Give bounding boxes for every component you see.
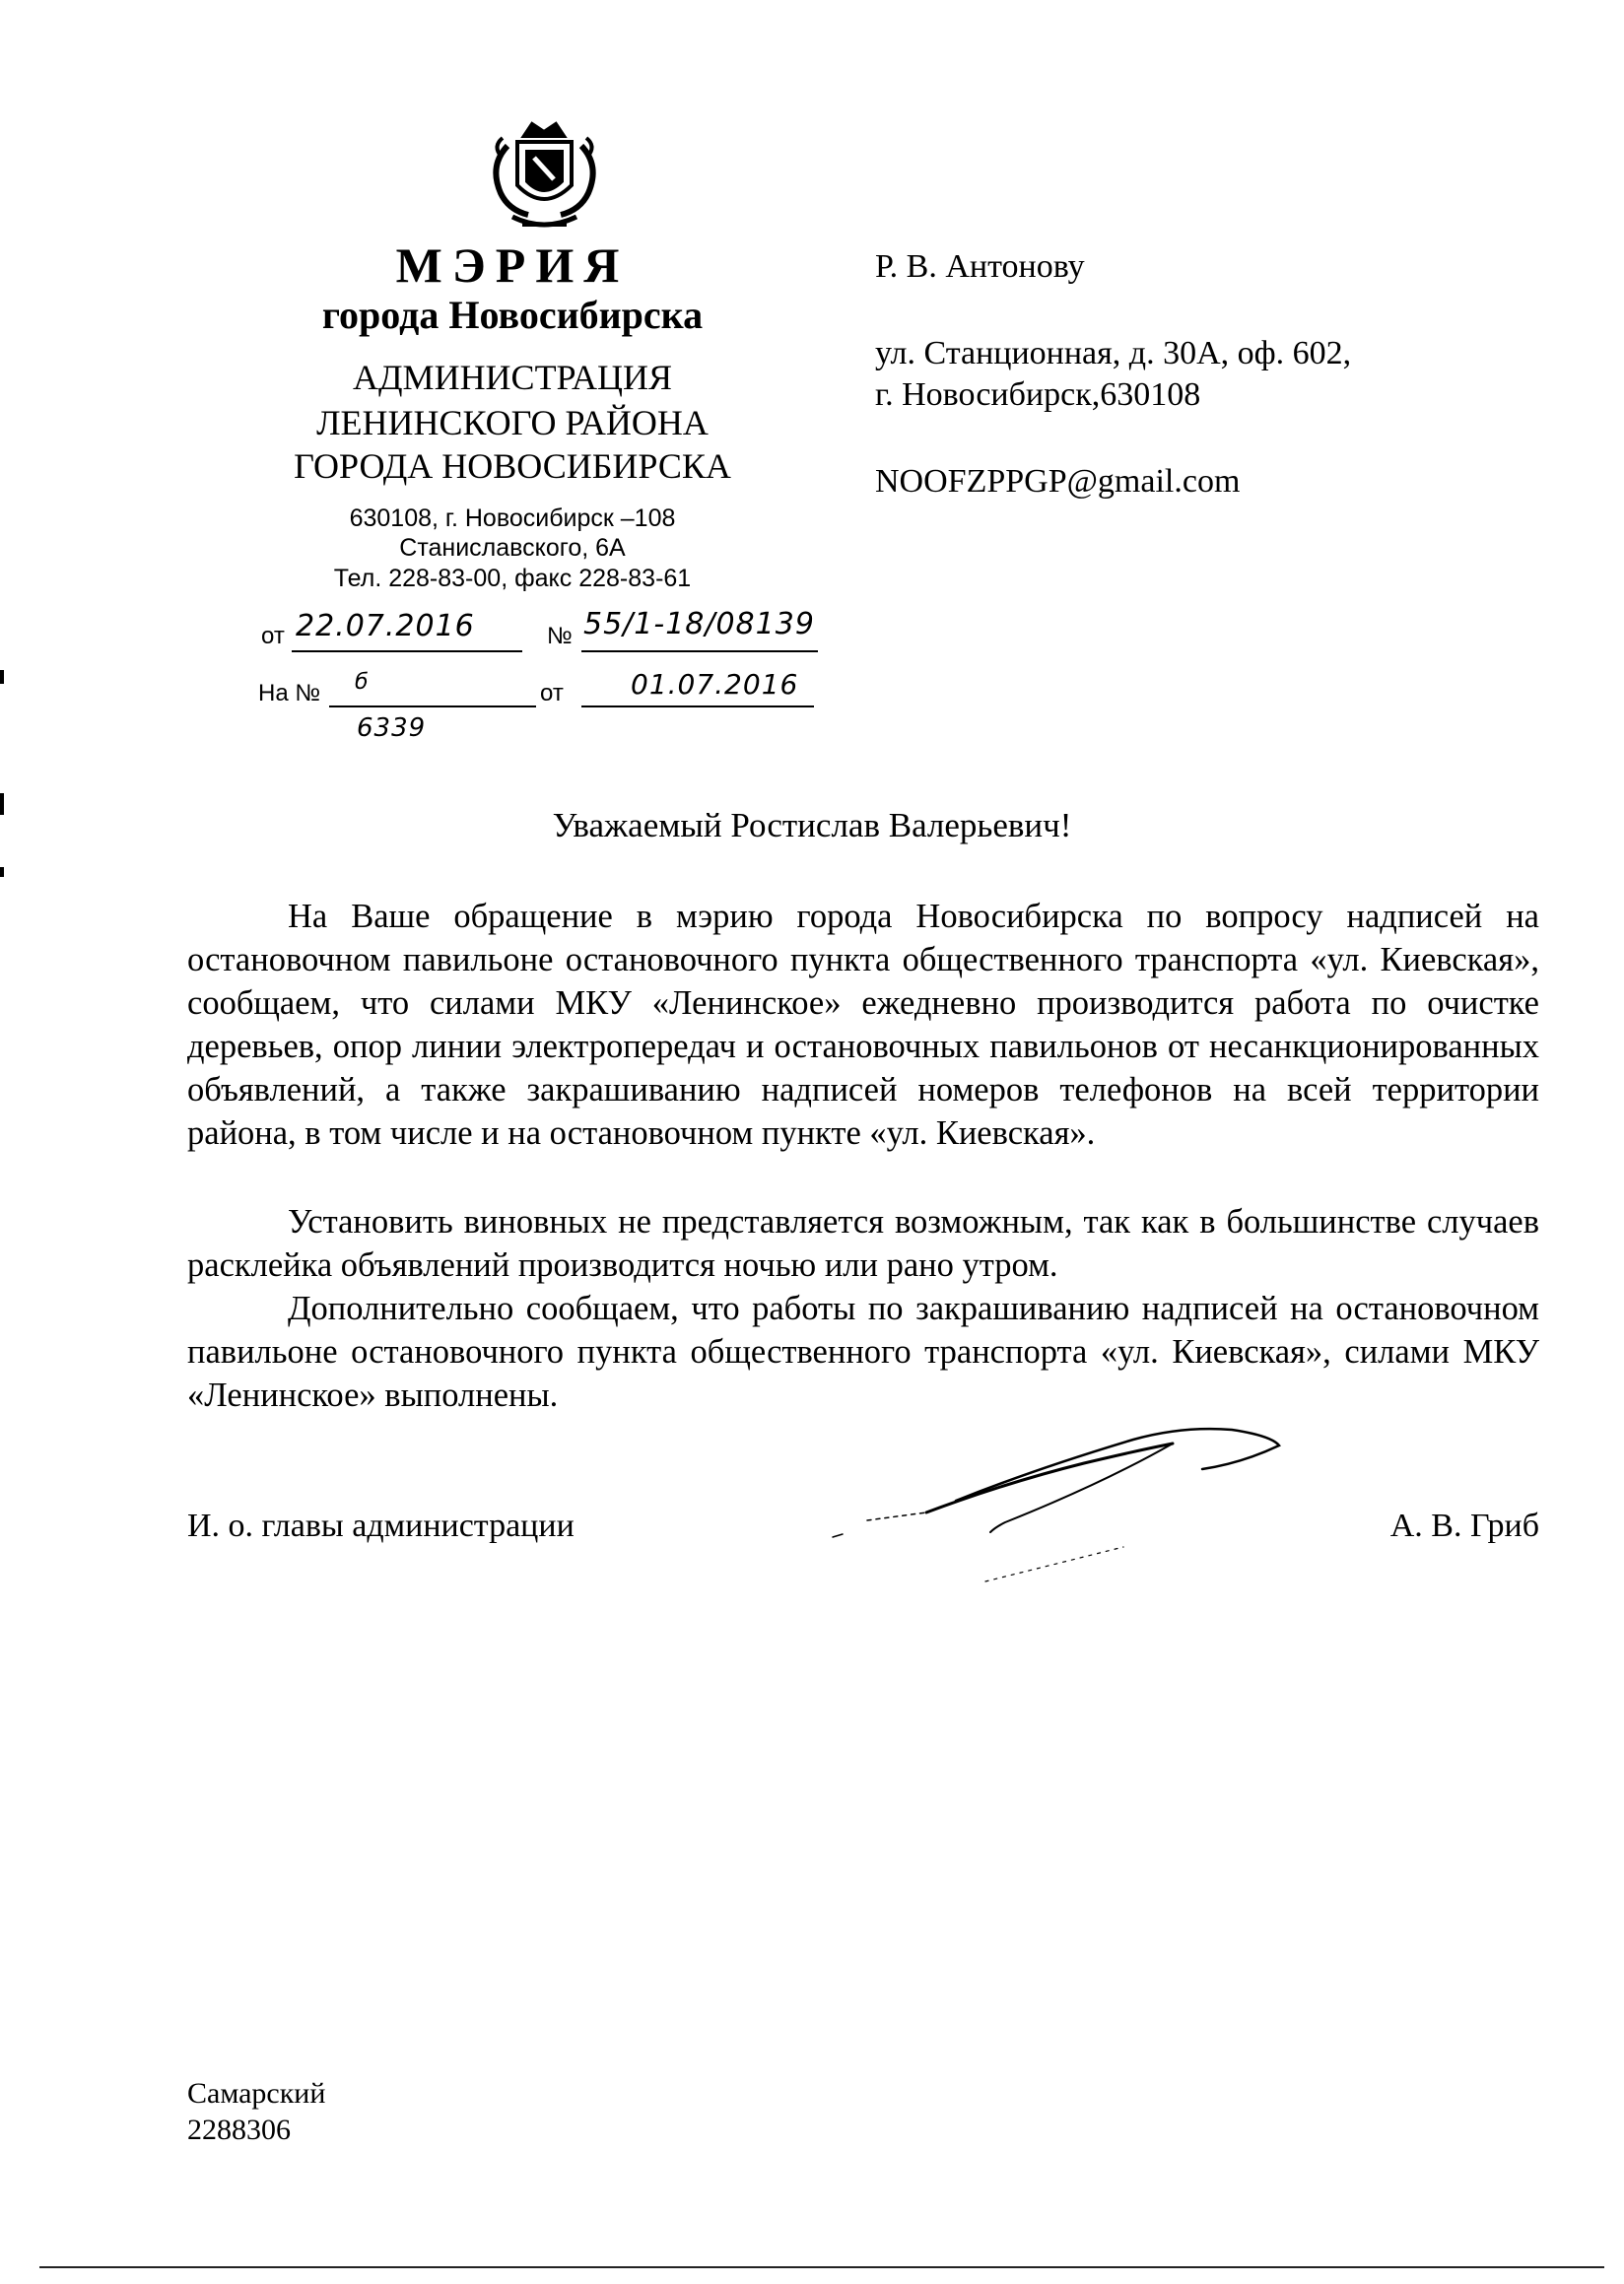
letterhead-address-line: Станиславского, 6А bbox=[399, 534, 626, 562]
executor-name: Самарский bbox=[187, 2077, 326, 2110]
city-coat-of-arms-emblem bbox=[483, 116, 606, 239]
letterhead-city: города Новосибирска bbox=[321, 293, 704, 337]
letterhead-admin-line: ЛЕНИНСКОГО РАЙОНА bbox=[316, 403, 709, 442]
reference-number-label: На № bbox=[258, 680, 321, 706]
reference-number-rule bbox=[329, 705, 536, 707]
registration-date-rule bbox=[292, 650, 522, 652]
letterhead-admin-line: ГОРОДА НОВОСИБИРСКА bbox=[294, 446, 731, 486]
body-paragraph: Дополнительно сообщаем, что работы по закрашиванию надписей на остановочном павильоне остановочного пункта общественного транспорта «ул. Киевская», силами МКУ «Ленинское» выполнены. bbox=[187, 1290, 1539, 1414]
reference-extra-handwritten: 6339 bbox=[357, 713, 427, 743]
scan-mark bbox=[0, 670, 4, 684]
registration-number-rule bbox=[581, 650, 818, 652]
reference-date-handwritten: 01.07.2016 bbox=[631, 668, 799, 701]
addressee-name: Р. В. Антонову bbox=[875, 248, 1085, 285]
reference-number-handwritten: б bbox=[355, 670, 370, 695]
handwritten-signature bbox=[808, 1375, 1301, 1601]
registration-number-label: № bbox=[547, 623, 573, 649]
addressee-street: ул. Станционная, д. 30А, оф. 602, bbox=[875, 335, 1352, 371]
body-paragraph: Установить виновных не представляется возможным, так как в большинстве случаев расклейка объявлений производится ночью или рано утром. bbox=[187, 1203, 1539, 1284]
reference-date-rule bbox=[581, 705, 814, 707]
addressee-city: г. Новосибирск,630108 bbox=[875, 376, 1201, 413]
addressee-email: NOOFZPPGP@gmail.com bbox=[875, 463, 1241, 500]
scan-mark bbox=[0, 867, 4, 877]
letterhead-admin-line: АДМИНИСТРАЦИЯ bbox=[353, 358, 672, 397]
letterhead-address-line: 630108, г. Новосибирск –108 bbox=[349, 504, 676, 532]
signatory-role: И. о. главы администрации bbox=[187, 1508, 575, 1544]
reference-date-label: от bbox=[540, 680, 564, 706]
letterhead-address-line: Тел. 228-83-00, факс 228-83-61 bbox=[333, 565, 692, 592]
registration-date-handwritten: 22.07.2016 bbox=[296, 609, 475, 643]
signatory-name: А. В. Гриб bbox=[1389, 1508, 1539, 1544]
body-paragraph: На Ваше обращение в мэрию города Новосибирска по вопросу надписей на остановочном павильоне остановочного пункта общественного транспорта «ул. Киевская», сообщаем, что силами МКУ «Ленинское» ежедневно производится работа по очистке деревьев, опор линии электропередач и остановочных павильонов от несанкционированных объявлений, а также закрашиванию надписей номеров телефонов на всей территории района, в том числе и на остановочном пункте «ул. Киевская». bbox=[187, 898, 1539, 1152]
letterhead-org: МЭРИЯ bbox=[395, 237, 630, 293]
executor-phone: 2288306 bbox=[187, 2114, 291, 2146]
scan-edge-line bbox=[39, 2266, 1604, 2268]
registration-number-handwritten: 55/1-18/08139 bbox=[583, 607, 815, 641]
greeting: Уважаемый Ростислав Валерьевич! bbox=[552, 806, 1072, 844]
registration-date-label: от bbox=[261, 623, 285, 649]
